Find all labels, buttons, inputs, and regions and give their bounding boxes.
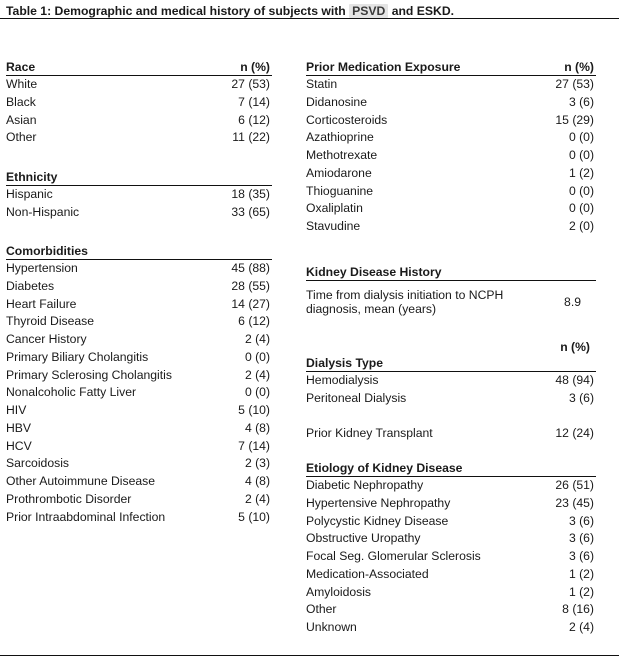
race-rows (6, 76, 272, 147)
comorbidity-row-value: 45 (88) (231, 261, 270, 275)
medication-row (306, 129, 596, 147)
etiology-row-value: 8 (16) (562, 602, 594, 617)
medication-row-label: Methotrexate (306, 148, 378, 162)
race-row-label: White (6, 77, 38, 91)
race-title: Race (6, 60, 36, 74)
dialysis-row (306, 390, 596, 408)
comorbidity-row (6, 313, 272, 331)
etiology-row (306, 495, 596, 513)
race-section (6, 60, 272, 147)
comorbidity-row (6, 455, 272, 473)
comorbidity-row-label: Sarcoidosis (6, 456, 69, 471)
dialysis-col-label: n (%) (560, 340, 590, 354)
ethnicity-row (6, 204, 272, 222)
comorbidity-row-value: 6 (12) (238, 314, 270, 329)
medication-row-label: Didanosine (306, 94, 367, 109)
comorbidity-row (6, 402, 272, 420)
medication-row (306, 76, 596, 94)
etiology-row (306, 530, 596, 548)
ethnicity-row-label: Hispanic (6, 187, 53, 201)
comorbidity-row (6, 260, 272, 278)
comorbidity-row-value: 5 (10) (238, 403, 270, 417)
caption-prefix: Table 1: Demographic and medical history of subjects with (6, 4, 350, 18)
dialysis-header (306, 356, 596, 372)
comorbidity-row-label: Other Autoimmune Disease (6, 474, 156, 488)
dialysis-row-label: Hemodialysis (306, 373, 379, 387)
etiology-row (306, 601, 596, 619)
ethnicity-row-value: 33 (65) (231, 204, 270, 219)
etiology-row-label: Polycystic Kidney Disease (306, 513, 449, 528)
etiology-rows (306, 477, 596, 637)
medication-row-label: Corticosteroids (306, 112, 388, 127)
medication-row-label: Oxaliplatin (306, 201, 363, 216)
comorbidity-row-value: 7 (14) (238, 438, 270, 453)
race-row-value: 11 (22) (232, 130, 270, 145)
etiology-row (306, 584, 596, 602)
comorbidity-row-value: 4 (8) (244, 474, 270, 488)
comorbidity-row-label: HCV (6, 438, 32, 453)
medication-row-value: 1 (2) (568, 165, 594, 180)
comorbidities-rows (6, 260, 272, 526)
medication-row-label: Amiodarone (306, 165, 372, 180)
medication-col-label: n (%) (564, 60, 594, 74)
medication-row-value: 2 (0) (568, 219, 594, 233)
dialysis-section (306, 356, 596, 408)
ethnicity-row-value: 18 (35) (231, 187, 270, 201)
etiology-row-value: 2 (4) (568, 620, 594, 634)
medication-row-value: 0 (0) (568, 148, 594, 162)
comorbidity-row-label: Diabetes (6, 278, 55, 293)
comorbidity-row-label: Thyroid Disease (6, 314, 95, 329)
medication-rows (306, 76, 596, 236)
medication-row (306, 112, 596, 130)
medication-title: Prior Medication Exposure (306, 60, 461, 74)
medication-row-value: 3 (6) (568, 94, 594, 109)
medication-row-value: 0 (0) (568, 201, 594, 216)
etiology-row-label: Diabetic Nephropathy (306, 478, 424, 492)
comorbidity-row (6, 367, 272, 385)
transplant-row (306, 426, 596, 440)
dialysis-title: Dialysis Type (306, 356, 383, 370)
kidney-history-section (306, 265, 596, 281)
race-row (6, 76, 272, 94)
table-caption (6, 4, 454, 18)
comorbidity-row (6, 296, 272, 314)
comorbidity-row-value: 2 (4) (244, 491, 270, 506)
comorbidities-header (6, 244, 272, 260)
race-row-label: Other (6, 130, 37, 145)
dialysis-row-value: 48 (94) (555, 373, 594, 387)
comorbidity-row (6, 278, 272, 296)
comorbidity-row-value: 28 (55) (231, 278, 270, 293)
race-row-label: Black (6, 94, 36, 109)
medication-row (306, 165, 596, 183)
comorbidity-row (6, 331, 272, 349)
kidney-history-title: Kidney Disease History (306, 265, 442, 279)
etiology-header (306, 461, 596, 477)
etiology-row-value: 3 (6) (568, 513, 594, 528)
bottom-rule (0, 655, 619, 656)
comorbidity-row-label: Hypertension (6, 261, 78, 275)
race-row-label: Asian (6, 112, 37, 127)
etiology-row-label: Amyloidosis (306, 584, 372, 599)
medication-row (306, 183, 596, 201)
comorbidity-row-label: HIV (6, 403, 27, 417)
comorbidity-row-value: 5 (10) (238, 509, 270, 524)
top-rule (0, 18, 619, 19)
medication-row-value: 15 (29) (555, 112, 594, 127)
medication-row (306, 147, 596, 165)
transplant-value: 12 (24) (555, 426, 594, 440)
etiology-row-label: Hypertensive Nephropathy (306, 495, 451, 510)
comorbidity-row-value: 14 (27) (231, 296, 270, 311)
medication-row-label: Stavudine (306, 219, 361, 233)
comorbidity-row-label: HBV (6, 420, 32, 435)
etiology-row (306, 619, 596, 637)
etiology-row-label: Other (306, 602, 337, 617)
comorbidities-section (6, 244, 272, 526)
etiology-row-value: 1 (2) (568, 584, 594, 599)
comorbidity-row-label: Cancer History (6, 332, 87, 346)
medication-section (306, 60, 596, 236)
etiology-section (306, 461, 596, 637)
caption-highlight: PSVD (349, 4, 388, 18)
caption-suffix: and ESKD. (388, 4, 455, 18)
etiology-title: Etiology of Kidney Disease (306, 461, 463, 475)
medication-row-value: 0 (0) (568, 183, 594, 198)
comorbidity-row-label: Prothrombotic Disorder (6, 491, 132, 506)
transplant-label: Prior Kidney Transplant (306, 426, 433, 440)
etiology-row-value: 26 (51) (555, 478, 594, 492)
etiology-row-value: 3 (6) (568, 549, 594, 563)
etiology-row (306, 477, 596, 495)
dialysis-row-label: Peritoneal Dialysis (306, 390, 407, 405)
comorbidity-row (6, 420, 272, 438)
comorbidity-row-value: 2 (3) (244, 456, 270, 471)
race-row (6, 94, 272, 112)
ethnicity-rows (6, 186, 272, 222)
comorbidity-row-label: Primary Sclerosing Cholangitis (6, 367, 172, 382)
medication-row-value: 27 (53) (555, 77, 594, 91)
race-row (6, 129, 272, 147)
race-row (6, 112, 272, 130)
comorbidity-row-label: Heart Failure (6, 296, 77, 311)
comorbidity-row-label: Primary Biliary Cholangitis (6, 349, 149, 364)
comorbidity-row-label: Nonalcoholic Fatty Liver (6, 385, 137, 400)
etiology-row-label: Unknown (306, 620, 357, 634)
race-row-value: 27 (53) (231, 77, 270, 91)
etiology-row-value: 1 (2) (568, 566, 594, 581)
comorbidity-row-value: 0 (0) (244, 349, 270, 364)
dialysis-rows (306, 372, 596, 408)
ethnicity-row (6, 186, 272, 204)
medication-row (306, 218, 596, 236)
comorbidity-row-value: 2 (4) (244, 367, 270, 382)
comorbidity-row-value: 0 (0) (244, 385, 270, 400)
etiology-row-label: Medication-Associated (306, 566, 429, 581)
etiology-row-value: 23 (45) (555, 495, 594, 510)
etiology-row (306, 513, 596, 531)
kidney-history-label: Time from dialysis initiation to NCPH diagnosis, mean (years) (306, 288, 504, 316)
race-col-label: n (%) (240, 60, 270, 74)
comorbidity-row (6, 473, 272, 491)
dialysis-row (306, 372, 596, 390)
comorbidity-row (6, 438, 272, 456)
dialysis-row-value: 3 (6) (568, 390, 594, 405)
kidney-history-header (306, 265, 596, 281)
comorbidity-row (6, 384, 272, 402)
kidney-history-row (306, 288, 596, 316)
comorbidity-row (6, 509, 272, 527)
race-header (6, 60, 272, 76)
comorbidity-row (6, 349, 272, 367)
etiology-row-label: Focal Seg. Glomerular Sclerosis (306, 549, 481, 563)
race-row-value: 6 (12) (238, 112, 270, 127)
ethnicity-title: Ethnicity (6, 170, 58, 184)
comorbidity-row-value: 4 (8) (244, 420, 270, 435)
comorbidities-title: Comorbidities (6, 244, 88, 258)
comorbidity-row-label: Prior Intraabdominal Infection (6, 509, 166, 524)
comorbidity-row-value: 2 (4) (244, 332, 270, 346)
medication-row-label: Statin (306, 77, 338, 91)
comorbidity-row (6, 491, 272, 509)
etiology-row (306, 548, 596, 566)
ethnicity-row-label: Non-Hispanic (6, 204, 80, 219)
kidney-history-value: 8.9 (564, 295, 581, 309)
race-row-value: 7 (14) (238, 94, 270, 109)
medication-row-label: Thioguanine (306, 183, 374, 198)
etiology-row (306, 566, 596, 584)
medication-row-label: Azathioprine (306, 130, 374, 145)
medication-header (306, 60, 596, 76)
etiology-row-label: Obstructive Uropathy (306, 531, 421, 546)
medication-row (306, 94, 596, 112)
medication-row-value: 0 (0) (568, 130, 594, 145)
etiology-row-value: 3 (6) (568, 531, 594, 546)
medication-row (306, 200, 596, 218)
ethnicity-section (6, 170, 272, 222)
ethnicity-header (6, 170, 272, 186)
